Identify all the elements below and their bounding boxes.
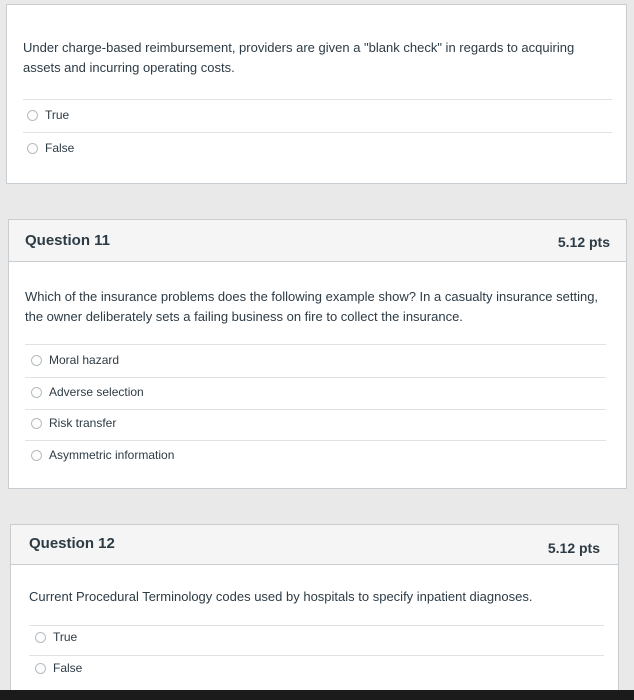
answer-true[interactable] [27, 101, 69, 129]
divider [29, 625, 604, 626]
answer-label: Moral hazard [49, 353, 120, 367]
answer-false[interactable] [27, 134, 74, 162]
answer-label: False [53, 661, 83, 675]
radio-button[interactable] [35, 632, 46, 643]
answer-label: Asymmetric information [49, 448, 175, 462]
question-card-11 [8, 219, 627, 489]
answer-false[interactable] [35, 654, 82, 682]
radio-button[interactable] [27, 143, 38, 154]
question-points: 5.12 pts [557, 234, 610, 250]
radio-button[interactable] [31, 418, 42, 429]
answer-label: True [53, 630, 78, 644]
question-text: Which of the insurance problems does the following example show? In a casualty insurance setting, the owner deliberately sets a failing business on fire to collect the insurance. [25, 289, 599, 324]
answer-adverse-selection[interactable] [31, 378, 144, 406]
divider [23, 132, 612, 133]
question-points: 5.12 pts [547, 540, 600, 556]
radio-button[interactable] [27, 110, 38, 121]
answer-moral-hazard[interactable] [31, 346, 119, 374]
question-title: Question 12 [29, 535, 115, 552]
divider [25, 344, 606, 345]
divider [29, 655, 604, 656]
answer-asymmetric-information[interactable] [31, 441, 174, 469]
radio-button[interactable] [35, 663, 46, 674]
answer-label: Risk transfer [49, 416, 117, 430]
radio-button[interactable] [31, 355, 42, 366]
question-header [11, 525, 618, 565]
question-title: Question 11 [25, 232, 111, 249]
answer-label: True [45, 108, 70, 122]
question-header [9, 220, 626, 262]
screen-bottom-edge [0, 690, 634, 700]
radio-button[interactable] [31, 450, 42, 461]
answer-risk-transfer[interactable] [31, 409, 116, 437]
question-card-prev [6, 4, 627, 184]
question-text: Under charge-based reimbursement, providers are given a "blank check" in regards to acquiring assets and incurring operating costs. [23, 40, 575, 75]
radio-button[interactable] [31, 387, 42, 398]
answer-label: False [45, 141, 75, 155]
answer-true[interactable] [35, 623, 77, 651]
question-card-12 [10, 524, 619, 700]
divider [23, 99, 612, 100]
answer-label: Adverse selection [49, 385, 144, 399]
question-text: Current Procedural Terminology codes used by hospitals to specify inpatient diagnoses. [29, 589, 533, 604]
